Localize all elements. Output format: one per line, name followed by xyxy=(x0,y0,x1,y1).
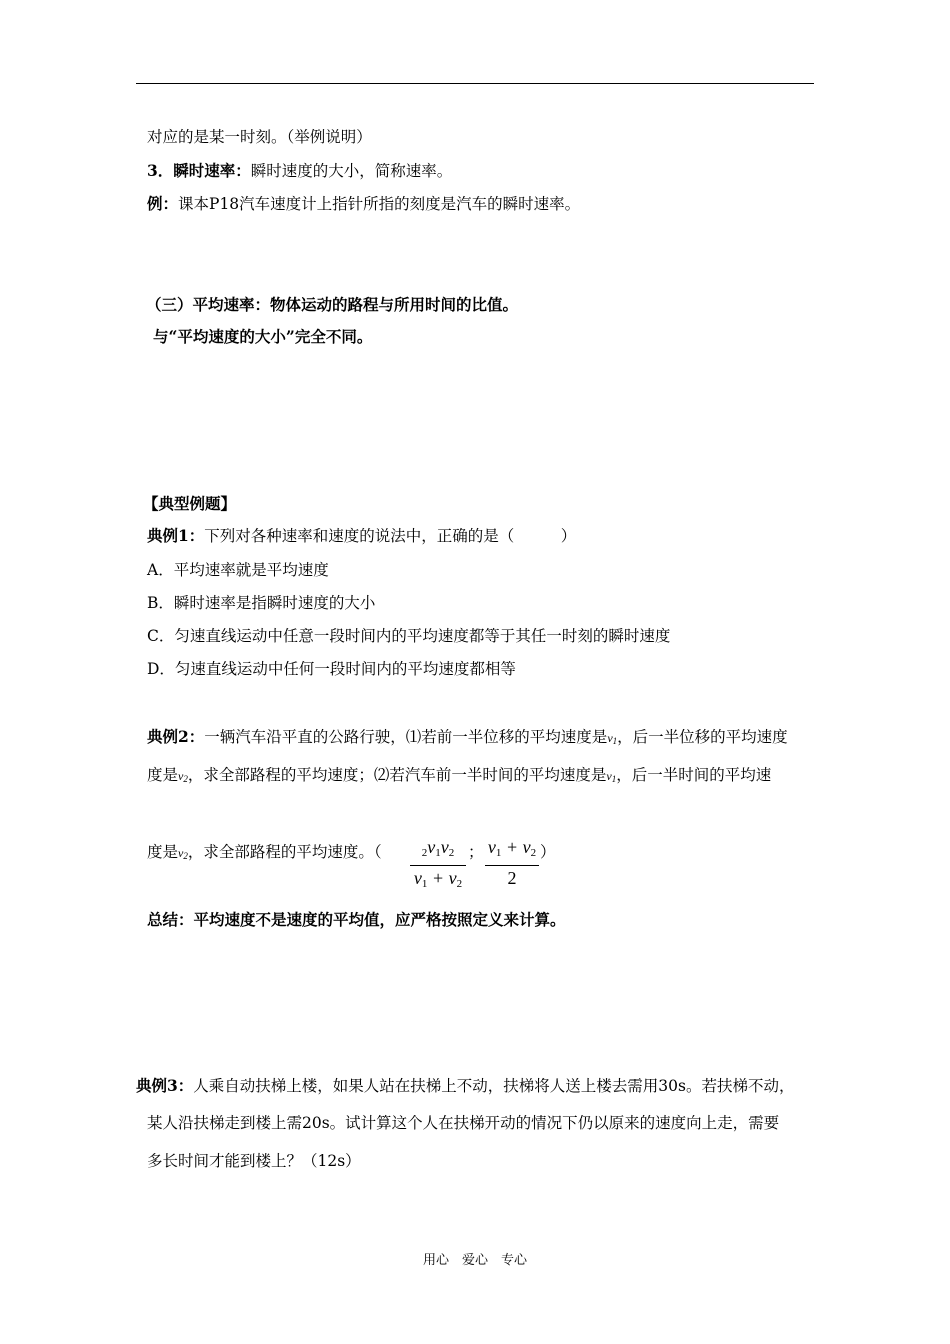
section-3-heading: （三）平均速率：物体运动的路程与所用时间的比值。 xyxy=(146,295,519,314)
answer-2-fraction xyxy=(485,836,539,889)
answer-2-numerator: $v_1 + v_2$ xyxy=(487,837,537,859)
example-2-line-1: 典例2：一辆汽车沿平直的公路行驶，⑴若前一半位移的平均速度是$v_1$，后一半位移的平均速度 xyxy=(147,727,788,746)
example-label: 例： xyxy=(147,194,179,213)
example-3-line-2: 某人沿扶梯走到楼上需20s。试计算这个人在扶梯开动的情况下仍以原来的速度向上走，需要 xyxy=(147,1114,780,1132)
v1-symbol: $v_1$ xyxy=(607,731,618,746)
example-2-label: 典例2： xyxy=(147,727,205,746)
example-3-line-3: 多长时间才能到楼上？（12s） xyxy=(147,1152,361,1170)
example-line xyxy=(147,194,580,214)
answer-close-paren: ） xyxy=(540,843,556,861)
header-rule xyxy=(136,83,814,84)
summary: 总结：平均速度不是速度的平均值，应严格按照定义来计算。 xyxy=(147,910,566,929)
fraction-bar xyxy=(410,865,466,866)
v2-symbol: $v_2$ xyxy=(178,846,188,861)
fraction-bar xyxy=(485,865,539,866)
v2-symbol: $v_2$ xyxy=(178,769,188,784)
option-a: A．平均速率就是平均速度 xyxy=(147,561,329,579)
answer-separator: ； xyxy=(468,843,484,861)
v1-symbol: $v_1$ xyxy=(606,769,617,784)
option-d: D．匀速直线运动中任何一段时间内的平均速度都相等 xyxy=(147,660,516,678)
section-3-note: 与“平均速度的大小”完全不同。 xyxy=(153,327,373,346)
example-3-line-1: 典例3：人乘自动扶梯上楼，如果人站在扶梯上不动，扶梯将人送上楼去需用30s。若扶梯不动， xyxy=(136,1076,795,1095)
example-1-label: 典例1： xyxy=(147,526,205,545)
answer-2-denominator: 2 xyxy=(507,868,517,888)
answer-1-denominator: $v_1 + v_2$ xyxy=(413,868,463,890)
option-c: C．匀速直线运动中任意一段时间内的平均速度都等于其任一时刻的瞬时速度 xyxy=(147,627,671,645)
example-1-text: 下列对各种速率和速度的说法中，正确的是（ ） xyxy=(204,527,577,545)
option-b: B．瞬时速率是指瞬时速度的大小 xyxy=(147,594,376,612)
examples-heading: 【典型例题】 xyxy=(143,494,237,513)
example-3-label: 典例3： xyxy=(136,1076,194,1095)
example-1-question xyxy=(147,526,576,546)
item-3 xyxy=(147,161,452,181)
example-text: 课本P18汽车速度计上指针所指的刻度是汽车的瞬时速率。 xyxy=(178,195,581,213)
answer-1-numerator: $_2v_1v_2$ xyxy=(421,837,455,859)
example-2-line-3: 度是$v_2$，求全部路程的平均速度。（ xyxy=(147,843,382,861)
item-3-label: 3．瞬时速率： xyxy=(147,161,251,180)
answer-1-fraction xyxy=(410,836,466,895)
page-footer: 用心 爱心 专心 xyxy=(422,1253,527,1268)
example-2-line-2: 度是$v_2$，求全部路程的平均速度；⑵若汽车前一半时间的平均速度是$v_1$，后一半时间的平均速 xyxy=(147,766,772,784)
item-3-text: 瞬时速度的大小，简称速率。 xyxy=(250,162,453,180)
intro-line: 对应的是某一时刻。（举例说明） xyxy=(147,128,372,146)
